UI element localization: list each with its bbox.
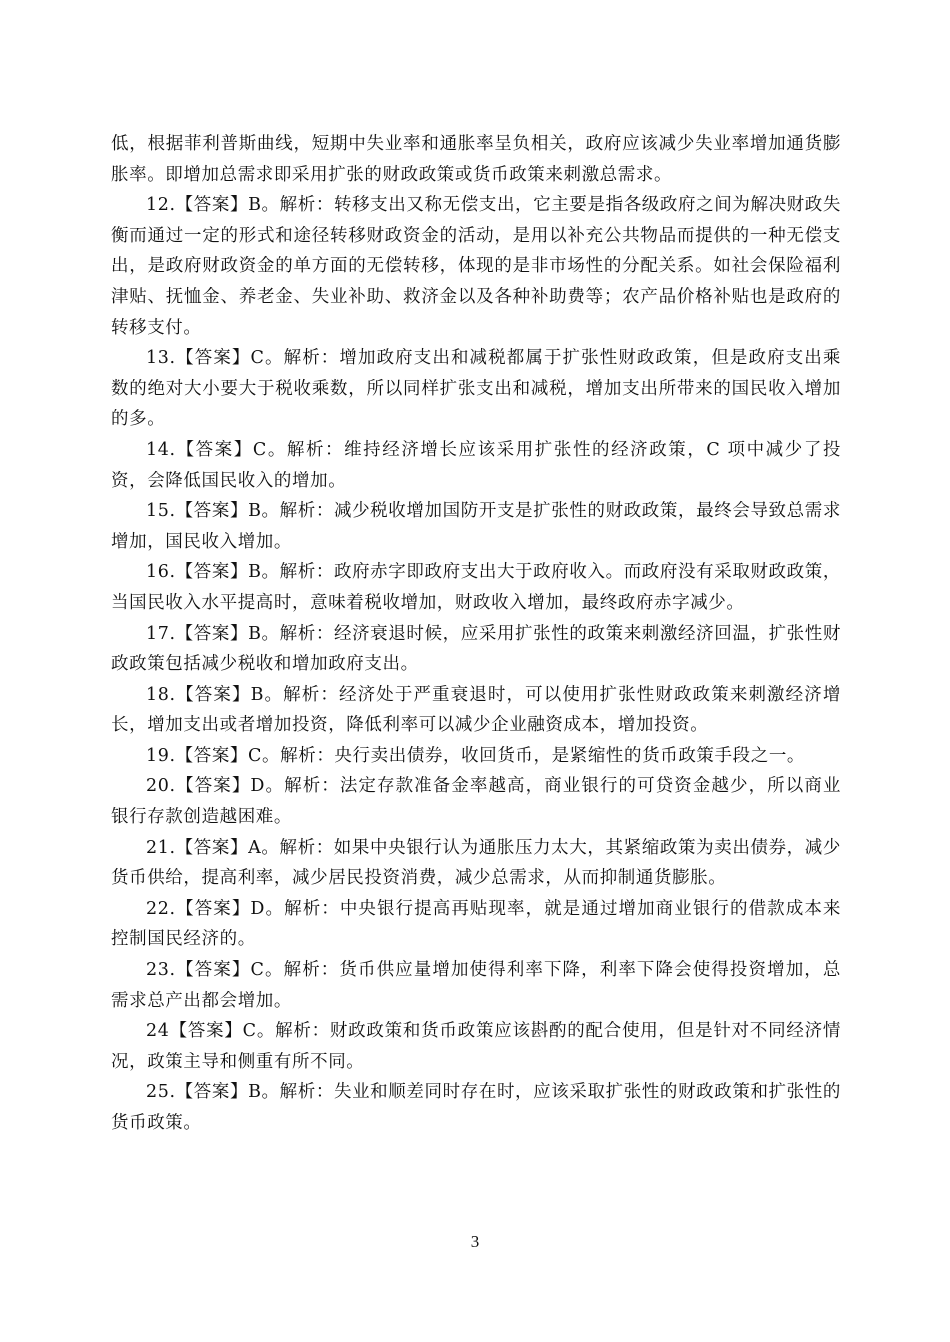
answer-19: 19.【答案】C。解析：央行卖出债券，收回货币，是紧缩性的货币政策手段之一。 [146,745,806,766]
answer-16: 16.【答案】B。解析：政府赤字即政府支出大于政府收入。而政府没有采取财政政策，当国民收入水平提高时，意味着税收增加，财政收入增加，最终政府赤字减少。 [111,562,841,613]
answer-25: 25.【答案】B。解析：失业和顺差同时存在时，应该采取扩张性的财政政策和扩张性的货币政策。 [111,1082,841,1133]
answer-12: 12.【答案】B。解析：转移支出又称无偿支出，它主要是指各级政府之间为解决财政失衡而通过一定的形式和途径转移财政资金的活动，是用以补充公共物品而提供的一种无偿支出，是政府财政资金的单方面的无偿转移，体现的是非市场性的分配关系。如社会保险福利津贴、抚恤金、养老金、失业补助、救济金以及各种补助费等；农产品价格补贴也是政府的转移支付。 [111,195,841,338]
answer-13: 13.【答案】C。解析：增加政府支出和减税都属于扩张性财政政策，但是政府支出乘数的绝对大小要大于税收乘数，所以同样扩张支出和减税，增加支出所带来的国民收入增加的多。 [111,348,841,430]
document-body [111,129,841,1139]
answer-22: 22.【答案】D。解析：中央银行提高再贴现率，就是通过增加商业银行的借款成本来控制国民经济的。 [111,898,841,950]
answer-23: 23.【答案】C。解析：货币供应量增加使得利率下降，利率下降会使得投资增加，总需求总产出都会增加。 [111,960,841,1011]
answer-17: 17.【答案】B。解析：经济衰退时候，应采用扩张性的政策来刺激经济回温，扩张性财政政策包括减少税收和增加政府支出。 [111,623,841,675]
answer-18: 18.【答案】B。解析：经济处于严重衰退时，可以使用扩张性财政政策来刺激经济增长，增加支出或者增加投资，降低利率可以减少企业融资成本，增加投资。 [111,684,841,736]
answer-21: 21.【答案】A。解析：如果中央银行认为通胀压力太大，其紧缩政策为卖出债券，减少货币供给，提高利率，减少居民投资消费，减少总需求，从而抑制通货膨胀。 [111,837,841,889]
page-number: 3 [470,1232,480,1251]
paragraph-continuation: 低，根据菲利普斯曲线，短期中失业率和通胀率呈负相关，政府应该减少失业率增加通货膨胀率。即增加总需求即采用扩张的财政政策或货币政策来刺激总需求。 [111,134,841,185]
answer-24: 24【答案】C。解析：财政政策和货币政策应该斟酌的配合使用，但是针对不同经济情况，政策主导和侧重有所不同。 [111,1021,841,1072]
answer-20: 20.【答案】D。解析：法定存款准备金率越高，商业银行的可贷资金越少，所以商业银行存款创造越困难。 [111,776,841,828]
answer-15: 15.【答案】B。解析：减少税收增加国防开支是扩张性的财政政策，最终会导致总需求增加，国民收入增加。 [111,501,841,552]
answer-14: 14.【答案】C。解析：维持经济增长应该采用扩张性的经济政策，C 项中减少了投资，会降低国民收入的增加。 [111,439,841,491]
